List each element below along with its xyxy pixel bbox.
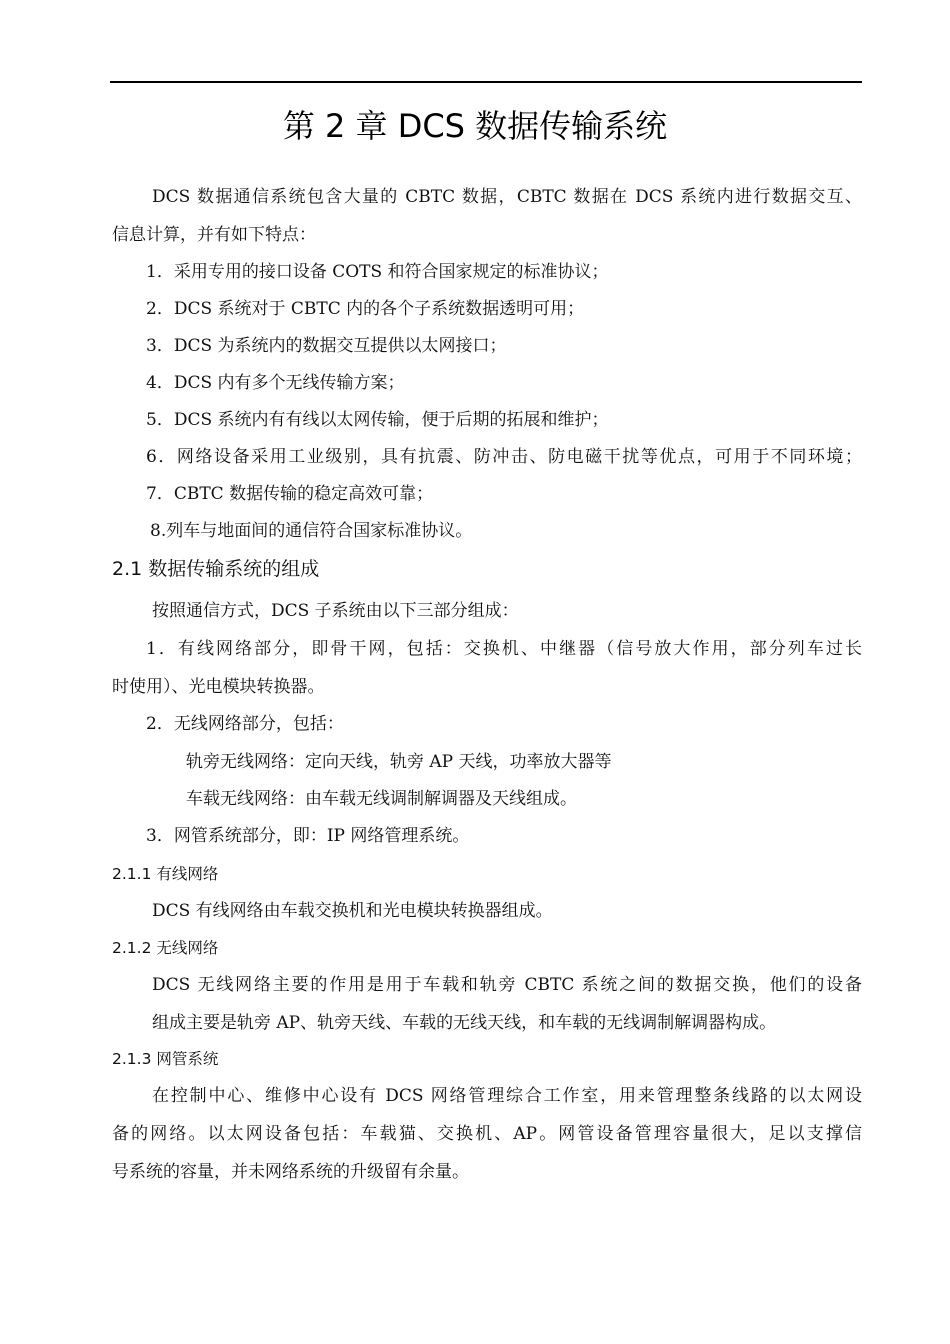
composition-item-2-sub-2: 车载无线网络：由车载无线调制解调器及天线组成。 [186,789,577,809]
feature-item-8: 8.列车与地面间的通信符合国家标准协议。 [150,521,473,541]
nms-line-1: 在控制中心、维修中心设有 DCS 网络管理综合工作室，用来管理整条线路的以太网设 [152,1086,862,1106]
section-heading-2-1-1: 2.1.1 有线网络 [112,865,219,883]
feature-item-7: 7．CBTC 数据传输的稳定高效可靠； [146,484,434,504]
wired-network-text: DCS 有线网络由车载交换机和光电模块转换器组成。 [152,901,553,921]
composition-item-3: 3．网管系统部分，即：IP 网络管理系统。 [146,826,470,846]
feature-item-4: 4．DCS 内有多个无线传输方案； [146,373,405,393]
section-heading-2-1-3: 2.1.3 网管系统 [112,1050,219,1068]
composition-intro: 按照通信方式，DCS 子系统由以下三部分组成： [152,601,519,621]
nms-line-3: 号系统的容量，并未网络系统的升级留有余量。 [112,1162,469,1182]
chapter-title: 第 2 章 DCS 数据传输系统 [282,107,668,145]
header-rule [110,81,862,83]
composition-item-1-line-2: 时使用）、光电模块转换器。 [112,677,325,697]
wireless-network-line-1: DCS 无线网络主要的作用是用于车载和轨旁 CBTC 系统之间的数据交换，他们的设备 [152,975,862,995]
composition-item-2: 2．无线网络部分，包括： [146,714,344,734]
feature-item-6: 6．网络设备采用工业级别，具有抗震、防冲击、防电磁干扰等优点，可用于不同环境； [146,447,862,467]
composition-item-1-line-1: 1．有线网络部分，即骨干网，包括：交换机、中继器（信号放大作用，部分列车过长 [146,639,862,659]
feature-item-5: 5．DCS 系统内有有线以太网传输，便于后期的拓展和维护； [146,410,609,430]
section-heading-2-1-2: 2.1.2 无线网络 [112,939,219,957]
feature-item-2: 2．DCS 系统对于 CBTC 内的各个子系统数据透明可用； [146,299,585,319]
intro-line-1: DCS 数据通信系统包含大量的 CBTC 数据，CBTC 数据在 DCS 系统内进行数据交互、 [152,187,862,207]
composition-item-2-sub-1: 轨旁无线网络：定向天线，轨旁 AP 天线，功率放大器等 [186,752,612,772]
feature-item-1: 1．采用专用的接口设备 COTS 和符合国家规定的标准协议； [146,262,609,282]
section-heading-2-1: 2.1 数据传输系统的组成 [112,558,320,580]
feature-item-3: 3．DCS 为系统内的数据交互提供以太网接口； [146,336,507,356]
wireless-network-line-2: 组成主要是轨旁 AP、轨旁天线、车载的无线天线，和车载的无线调制解调器构成。 [152,1013,777,1033]
nms-line-2: 备的网络。以太网设备包括：车载猫、交换机、AP。网管设备管理容量很大，足以支撑信 [112,1124,862,1144]
intro-line-2: 信息计算，并有如下特点： [112,225,316,245]
